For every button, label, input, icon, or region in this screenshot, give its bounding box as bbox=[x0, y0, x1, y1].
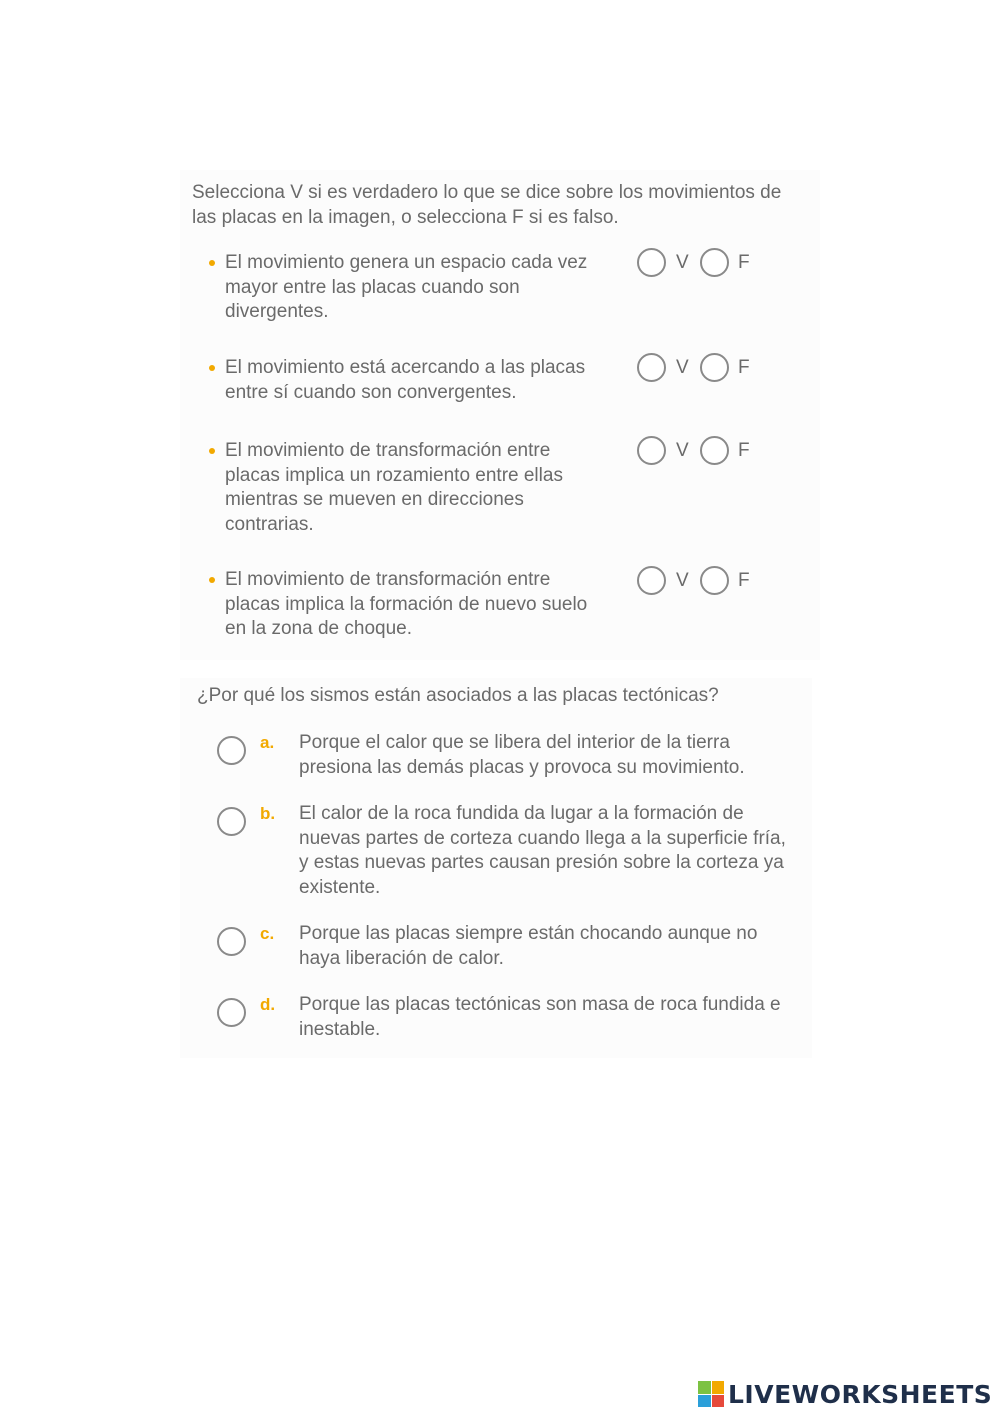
answer-d-letter: d. bbox=[260, 995, 276, 1014]
bullet-icon bbox=[209, 365, 215, 371]
bullet-icon bbox=[209, 260, 215, 266]
answer-a-letter: a. bbox=[260, 733, 275, 752]
statement-4-true-label: V bbox=[676, 570, 689, 591]
statement-3: El movimiento de transformación entre placas implica un rozamiento entre ellas mientras se mueven en direcciones contrarias. bbox=[225, 440, 563, 535]
question: ¿Por qué los sismos están asociados a las placas tectónicas? bbox=[197, 685, 719, 706]
answer-b-letter: b. bbox=[260, 804, 276, 823]
statement-1-true-label: V bbox=[676, 252, 689, 273]
statement-4: El movimiento de transformación entre placas implica la formación de nuevo suelo en la zona de choque. bbox=[225, 569, 588, 639]
answer-a-radio[interactable] bbox=[217, 736, 246, 765]
bullet-icon bbox=[209, 448, 215, 454]
statement-2-false-radio[interactable] bbox=[700, 353, 729, 382]
statement-1-false-radio[interactable] bbox=[700, 248, 729, 277]
statement-2-false-label: F bbox=[738, 357, 750, 378]
answer-b-text: El calor de la roca fundida da lugar a la formación de nuevas partes de corteza cuando llega a la superficie fría, y estas nuevas partes causan presión sobre la corteza ya existente. bbox=[299, 803, 786, 898]
statement-1-false-label: F bbox=[738, 252, 750, 273]
brand-logo bbox=[698, 1379, 992, 1409]
statement-4-false-label: F bbox=[738, 570, 750, 591]
answer-b-radio[interactable] bbox=[217, 807, 246, 836]
statement-4-true-radio[interactable] bbox=[637, 566, 666, 595]
answer-c-letter: c. bbox=[260, 924, 275, 943]
answer-c-text: Porque las placas siempre están chocando aunque no haya liberación de calor. bbox=[299, 923, 758, 969]
statement-2-true-label: V bbox=[676, 357, 689, 378]
answer-a-text: Porque el calor que se libera del interior de la tierra presiona las demás placas y provoca su movimiento. bbox=[299, 732, 745, 778]
statement-3-true-label: V bbox=[676, 440, 689, 461]
brand-mark-icon bbox=[698, 1381, 724, 1407]
answer-d-radio[interactable] bbox=[217, 998, 246, 1027]
brand-name: LIVEWORKSHEETS bbox=[728, 1379, 993, 1409]
answer-d-text: Porque las placas tectónicas son masa de roca fundida e inestable. bbox=[299, 994, 781, 1040]
statement-3-false-radio[interactable] bbox=[700, 436, 729, 465]
bullet-icon bbox=[209, 577, 215, 583]
answer-c-radio[interactable] bbox=[217, 927, 246, 956]
statement-1: El movimiento genera un espacio cada vez mayor entre las placas cuando son divergentes. bbox=[225, 252, 588, 322]
statement-1-true-radio[interactable] bbox=[637, 248, 666, 277]
statement-2-true-radio[interactable] bbox=[637, 353, 666, 382]
statement-3-false-label: F bbox=[738, 440, 750, 461]
statement-2: El movimiento está acercando a las placas entre sí cuando son convergentes. bbox=[225, 357, 586, 403]
statement-4-false-radio[interactable] bbox=[700, 566, 729, 595]
instructions: Selecciona V si es verdadero lo que se dice sobre los movimientos de las placas en la imagen, o selecciona F si es falso. bbox=[192, 182, 782, 228]
statement-3-true-radio[interactable] bbox=[637, 436, 666, 465]
